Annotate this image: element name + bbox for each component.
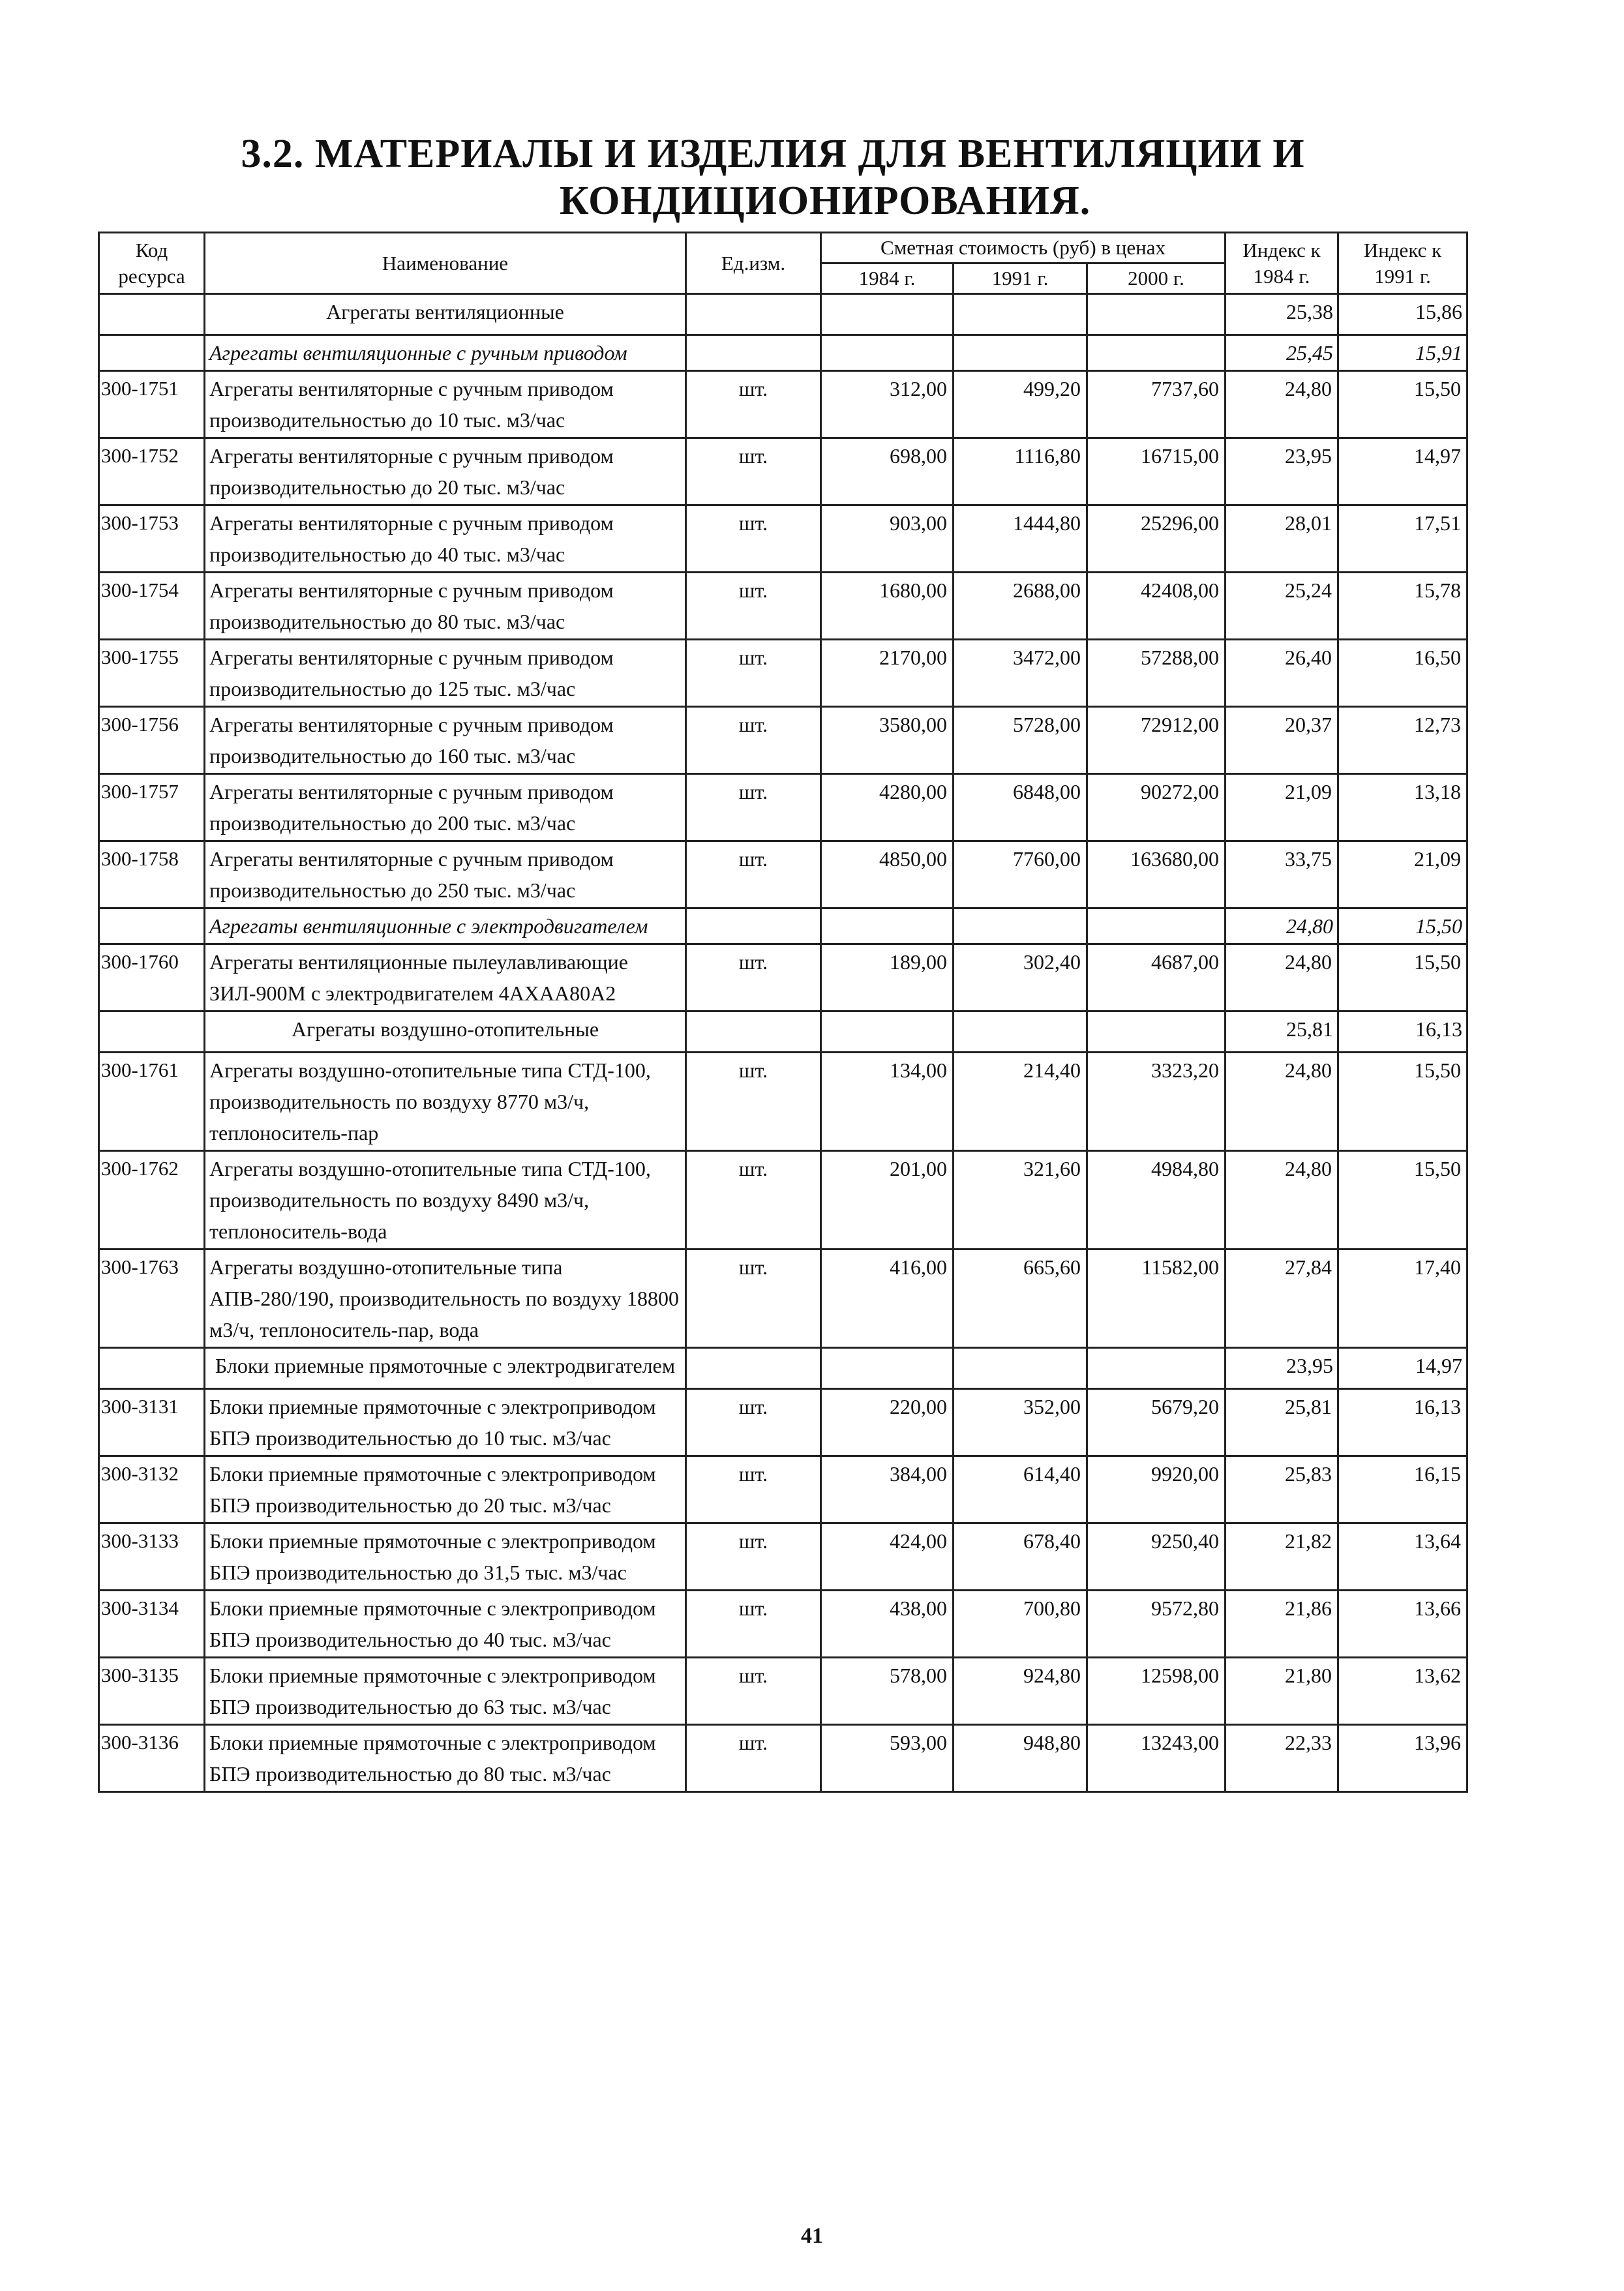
price-1991: 924,80 (954, 1658, 1087, 1725)
index-1984: 26,40 (1226, 640, 1338, 707)
price-cell-empty (821, 294, 954, 335)
unit-of-measure: шт. (686, 505, 821, 573)
price-1984: 134,00 (821, 1053, 954, 1151)
section-index-1991: 15,86 (1338, 294, 1467, 335)
price-1991: 6848,00 (954, 774, 1087, 841)
unit-of-measure: шт. (686, 438, 821, 505)
section-header-row (99, 294, 1467, 335)
header-year-2000: 2000 г. (1087, 263, 1226, 294)
unit-of-measure: шт. (686, 573, 821, 640)
unit-of-measure: шт. (686, 944, 821, 1011)
item-name: Блоки приемные прямоточные с электроприводом БПЭ производительностью до 20 тыс. м3/час (205, 1456, 686, 1523)
price-1991: 7760,00 (954, 841, 1087, 908)
price-1991: 1116,80 (954, 438, 1087, 505)
code-cell-empty (99, 1348, 205, 1389)
index-1991: 16,15 (1338, 1456, 1467, 1523)
index-1991: 21,09 (1338, 841, 1467, 908)
price-1984: 2170,00 (821, 640, 954, 707)
resource-code: 300-1754 (99, 573, 205, 640)
price-2000: 9920,00 (1087, 1456, 1226, 1523)
index-1984: 24,80 (1226, 1151, 1338, 1250)
price-1984: 903,00 (821, 505, 954, 573)
price-1984: 578,00 (821, 1658, 954, 1725)
code-cell-empty (99, 1011, 205, 1053)
item-name: Блоки приемные прямоточные с электроприводом БПЭ производительностью до 10 тыс. м3/час (205, 1389, 686, 1456)
price-1991: 302,40 (954, 944, 1087, 1011)
index-1991: 13,66 (1338, 1591, 1467, 1658)
section-title: Блоки приемные прямоточные с электродвигателем (205, 1348, 686, 1389)
index-1991: 17,40 (1338, 1250, 1467, 1348)
code-cell-empty (99, 908, 205, 944)
item-name: Агрегаты вентиляционные пылеулавливающие ЗИЛ-900М с электродвигателем 4АХАА80А2 (205, 944, 686, 1011)
price-1984: 189,00 (821, 944, 954, 1011)
section-title: Агрегаты вентиляционные (205, 294, 686, 335)
index-1984: 22,33 (1226, 1725, 1338, 1792)
price-1991: 321,60 (954, 1151, 1087, 1250)
section-index-1991: 14,97 (1338, 1348, 1467, 1389)
price-cell-empty (821, 1011, 954, 1053)
price-1984: 438,00 (821, 1591, 954, 1658)
item-name: Блоки приемные прямоточные с электроприводом БПЭ производительностью до 31,5 тыс. м3/час (205, 1523, 686, 1591)
price-2000: 12598,00 (1087, 1658, 1226, 1725)
header-year-1984: 1984 г. (821, 263, 954, 294)
price-cell-empty (1087, 335, 1226, 371)
index-1984: 21,80 (1226, 1658, 1338, 1725)
item-name: Блоки приемные прямоточные с электроприводом БПЭ производительностью до 40 тыс. м3/час (205, 1591, 686, 1658)
table-row (99, 1250, 1467, 1348)
header-name: Наименование (205, 233, 686, 294)
price-cell-empty (954, 908, 1087, 944)
price-table (98, 232, 1468, 1793)
section-index-1991: 16,13 (1338, 1011, 1467, 1053)
unit-cell-empty (686, 1011, 821, 1053)
price-2000: 25296,00 (1087, 505, 1226, 573)
subsection-header-row (99, 335, 1467, 371)
resource-code: 300-1756 (99, 707, 205, 774)
subsection-index-1991: 15,50 (1338, 908, 1467, 944)
item-name: Агрегаты вентиляторные с ручным приводом производительностью до 125 тыс. м3/час (205, 640, 686, 707)
price-1984: 416,00 (821, 1250, 954, 1348)
price-1991: 700,80 (954, 1591, 1087, 1658)
subsection-index-1984: 25,45 (1226, 335, 1338, 371)
price-cell-empty (954, 1348, 1087, 1389)
price-1984: 698,00 (821, 438, 954, 505)
table-row (99, 640, 1467, 707)
header-index-1984: Индекс к 1984 г. (1226, 233, 1338, 294)
unit-of-measure: шт. (686, 1053, 821, 1151)
index-1984: 20,37 (1226, 707, 1338, 774)
index-1984: 25,81 (1226, 1389, 1338, 1456)
price-2000: 7737,60 (1087, 371, 1226, 438)
price-1991: 352,00 (954, 1389, 1087, 1456)
price-1984: 4850,00 (821, 841, 954, 908)
price-1991: 499,20 (954, 371, 1087, 438)
price-1991: 1444,80 (954, 505, 1087, 573)
header-cost-group: Сметная стоимость (руб) в ценах (821, 233, 1226, 263)
item-name: Агрегаты вентиляторные с ручным приводом производительностью до 10 тыс. м3/час (205, 371, 686, 438)
price-1991: 5728,00 (954, 707, 1087, 774)
resource-code: 300-1761 (99, 1053, 205, 1151)
resource-code: 300-3134 (99, 1591, 205, 1658)
price-cell-empty (1087, 294, 1226, 335)
index-1984: 21,82 (1226, 1523, 1338, 1591)
resource-code: 300-3131 (99, 1389, 205, 1456)
resource-code: 300-1763 (99, 1250, 205, 1348)
table-body (99, 294, 1467, 1792)
item-name: Агрегаты вентиляторные с ручным приводом производительностью до 20 тыс. м3/час (205, 438, 686, 505)
section-header-row (99, 1011, 1467, 1053)
index-1984: 23,95 (1226, 438, 1338, 505)
table-row (99, 1725, 1467, 1792)
price-2000: 9250,40 (1087, 1523, 1226, 1591)
page-number: 41 (801, 2224, 823, 2248)
table-row (99, 774, 1467, 841)
unit-cell-empty (686, 908, 821, 944)
header-index-1991: Индекс к 1991 г. (1338, 233, 1467, 294)
table-row (99, 371, 1467, 438)
index-1991: 12,73 (1338, 707, 1467, 774)
price-2000: 5679,20 (1087, 1389, 1226, 1456)
page-title-line-1: 3.2. МАТЕРИАЛЫ И ИЗДЕЛИЯ ДЛЯ ВЕНТИЛЯЦИИ И (241, 132, 1305, 176)
unit-of-measure: шт. (686, 1591, 821, 1658)
table-row (99, 841, 1467, 908)
price-1984: 4280,00 (821, 774, 954, 841)
resource-code: 300-1757 (99, 774, 205, 841)
table-row (99, 1658, 1467, 1725)
item-name: Агрегаты вентиляторные с ручным приводом производительностью до 40 тыс. м3/час (205, 505, 686, 573)
price-2000: 16715,00 (1087, 438, 1226, 505)
resource-code: 300-1760 (99, 944, 205, 1011)
index-1984: 33,75 (1226, 841, 1338, 908)
price-cell-empty (1087, 1011, 1226, 1053)
resource-code: 300-3136 (99, 1725, 205, 1792)
index-1991: 13,96 (1338, 1725, 1467, 1792)
price-2000: 57288,00 (1087, 640, 1226, 707)
price-cell-empty (954, 294, 1087, 335)
price-2000: 13243,00 (1087, 1725, 1226, 1792)
price-1984: 220,00 (821, 1389, 954, 1456)
index-1991: 13,62 (1338, 1658, 1467, 1725)
table-row (99, 1389, 1467, 1456)
header-unit: Ед.изм. (686, 233, 821, 294)
section-header-row (99, 1348, 1467, 1389)
index-1984: 24,80 (1226, 1053, 1338, 1151)
item-name: Агрегаты воздушно-отопительные типа СТД-100, производительность по воздуху 8770 м3/ч, теплоноситель-пар (205, 1053, 686, 1151)
table-row (99, 505, 1467, 573)
unit-of-measure: шт. (686, 640, 821, 707)
index-1991: 13,18 (1338, 774, 1467, 841)
unit-of-measure: шт. (686, 1389, 821, 1456)
index-1991: 15,50 (1338, 1151, 1467, 1250)
resource-code: 300-3135 (99, 1658, 205, 1725)
price-2000: 3323,20 (1087, 1053, 1226, 1151)
price-1991: 665,60 (954, 1250, 1087, 1348)
subsection-title: Агрегаты вентиляционные с ручным приводом (205, 335, 686, 371)
table-row (99, 438, 1467, 505)
item-name: Агрегаты воздушно-отопительные типа АПВ-280/190, производительность по воздуху 18800 м3/ч, теплоноситель-пар, вода (205, 1250, 686, 1348)
price-1984: 593,00 (821, 1725, 954, 1792)
price-cell-empty (1087, 908, 1226, 944)
subsection-index-1984: 24,80 (1226, 908, 1338, 944)
index-1984: 25,24 (1226, 573, 1338, 640)
subsection-header-row (99, 908, 1467, 944)
price-1991: 3472,00 (954, 640, 1087, 707)
unit-of-measure: шт. (686, 1725, 821, 1792)
section-index-1984: 25,38 (1226, 294, 1338, 335)
table-row (99, 1151, 1467, 1250)
index-1991: 14,97 (1338, 438, 1467, 505)
table-row (99, 1523, 1467, 1591)
page-title (0, 130, 1624, 224)
subsection-title: Агрегаты вентиляционные с электродвигателем (205, 908, 686, 944)
price-2000: 163680,00 (1087, 841, 1226, 908)
table-row (99, 573, 1467, 640)
index-1991: 13,64 (1338, 1523, 1467, 1591)
resource-code: 300-1751 (99, 371, 205, 438)
section-index-1984: 23,95 (1226, 1348, 1338, 1389)
table-row (99, 944, 1467, 1011)
price-cell-empty (821, 1348, 954, 1389)
index-1991: 15,50 (1338, 1053, 1467, 1151)
unit-of-measure: шт. (686, 774, 821, 841)
resource-code: 300-1758 (99, 841, 205, 908)
item-name: Блоки приемные прямоточные с электроприводом БПЭ производительностью до 63 тыс. м3/час (205, 1658, 686, 1725)
resource-code: 300-1762 (99, 1151, 205, 1250)
price-cell-empty (1087, 1348, 1226, 1389)
price-1984: 384,00 (821, 1456, 954, 1523)
item-name: Агрегаты вентиляторные с ручным приводом производительностью до 160 тыс. м3/час (205, 707, 686, 774)
item-name: Агрегаты вентиляторные с ручным приводом производительностью до 80 тыс. м3/час (205, 573, 686, 640)
unit-cell-empty (686, 294, 821, 335)
index-1991: 15,50 (1338, 944, 1467, 1011)
price-2000: 90272,00 (1087, 774, 1226, 841)
unit-of-measure: шт. (686, 1456, 821, 1523)
header-code: Код ресурса (99, 233, 205, 294)
item-name: Блоки приемные прямоточные с электроприводом БПЭ производительностью до 80 тыс. м3/час (205, 1725, 686, 1792)
section-index-1984: 25,81 (1226, 1011, 1338, 1053)
price-2000: 11582,00 (1087, 1250, 1226, 1348)
resource-code: 300-3132 (99, 1456, 205, 1523)
index-1984: 28,01 (1226, 505, 1338, 573)
unit-of-measure: шт. (686, 1250, 821, 1348)
unit-of-measure: шт. (686, 1151, 821, 1250)
price-1991: 678,40 (954, 1523, 1087, 1591)
price-cell-empty (821, 335, 954, 371)
index-1984: 24,80 (1226, 371, 1338, 438)
code-cell-empty (99, 335, 205, 371)
index-1984: 24,80 (1226, 944, 1338, 1011)
resource-code: 300-1753 (99, 505, 205, 573)
price-1991: 948,80 (954, 1725, 1087, 1792)
price-cell-empty (954, 335, 1087, 371)
unit-of-measure: шт. (686, 841, 821, 908)
section-title: Агрегаты воздушно-отопительные (205, 1011, 686, 1053)
index-1991: 15,78 (1338, 573, 1467, 640)
index-1991: 16,50 (1338, 640, 1467, 707)
price-1984: 3580,00 (821, 707, 954, 774)
price-1984: 424,00 (821, 1523, 954, 1591)
table-row (99, 1456, 1467, 1523)
price-1991: 614,40 (954, 1456, 1087, 1523)
page-title-line-2: КОНДИЦИОНИРОВАНИЯ. (559, 179, 1091, 223)
index-1984: 25,83 (1226, 1456, 1338, 1523)
unit-of-measure: шт. (686, 371, 821, 438)
price-cell-empty (821, 908, 954, 944)
index-1991: 15,50 (1338, 371, 1467, 438)
unit-of-measure: шт. (686, 707, 821, 774)
price-2000: 4984,80 (1087, 1151, 1226, 1250)
index-1991: 16,13 (1338, 1389, 1467, 1456)
price-1991: 214,40 (954, 1053, 1087, 1151)
price-1991: 2688,00 (954, 573, 1087, 640)
subsection-index-1991: 15,91 (1338, 335, 1467, 371)
price-cell-empty (954, 1011, 1087, 1053)
price-2000: 72912,00 (1087, 707, 1226, 774)
index-1991: 17,51 (1338, 505, 1467, 573)
price-2000: 42408,00 (1087, 573, 1226, 640)
table-row (99, 1591, 1467, 1658)
item-name: Агрегаты вентиляторные с ручным приводом производительностью до 250 тыс. м3/час (205, 841, 686, 908)
index-1984: 21,09 (1226, 774, 1338, 841)
resource-code: 300-1752 (99, 438, 205, 505)
index-1984: 21,86 (1226, 1591, 1338, 1658)
price-1984: 1680,00 (821, 573, 954, 640)
table-header (99, 233, 1467, 294)
resource-code: 300-1755 (99, 640, 205, 707)
unit-cell-empty (686, 1348, 821, 1389)
price-2000: 9572,80 (1087, 1591, 1226, 1658)
price-1984: 201,00 (821, 1151, 954, 1250)
unit-of-measure: шт. (686, 1658, 821, 1725)
index-1984: 27,84 (1226, 1250, 1338, 1348)
header-year-1991: 1991 г. (954, 263, 1087, 294)
table-row (99, 1053, 1467, 1151)
price-1984: 312,00 (821, 371, 954, 438)
unit-of-measure: шт. (686, 1523, 821, 1591)
item-name: Агрегаты вентиляторные с ручным приводом производительностью до 200 тыс. м3/час (205, 774, 686, 841)
unit-cell-empty (686, 335, 821, 371)
code-cell-empty (99, 294, 205, 335)
price-2000: 4687,00 (1087, 944, 1226, 1011)
table-row (99, 707, 1467, 774)
item-name: Агрегаты воздушно-отопительные типа СТД-100, производительность по воздуху 8490 м3/ч, теплоноситель-вода (205, 1151, 686, 1250)
resource-code: 300-3133 (99, 1523, 205, 1591)
